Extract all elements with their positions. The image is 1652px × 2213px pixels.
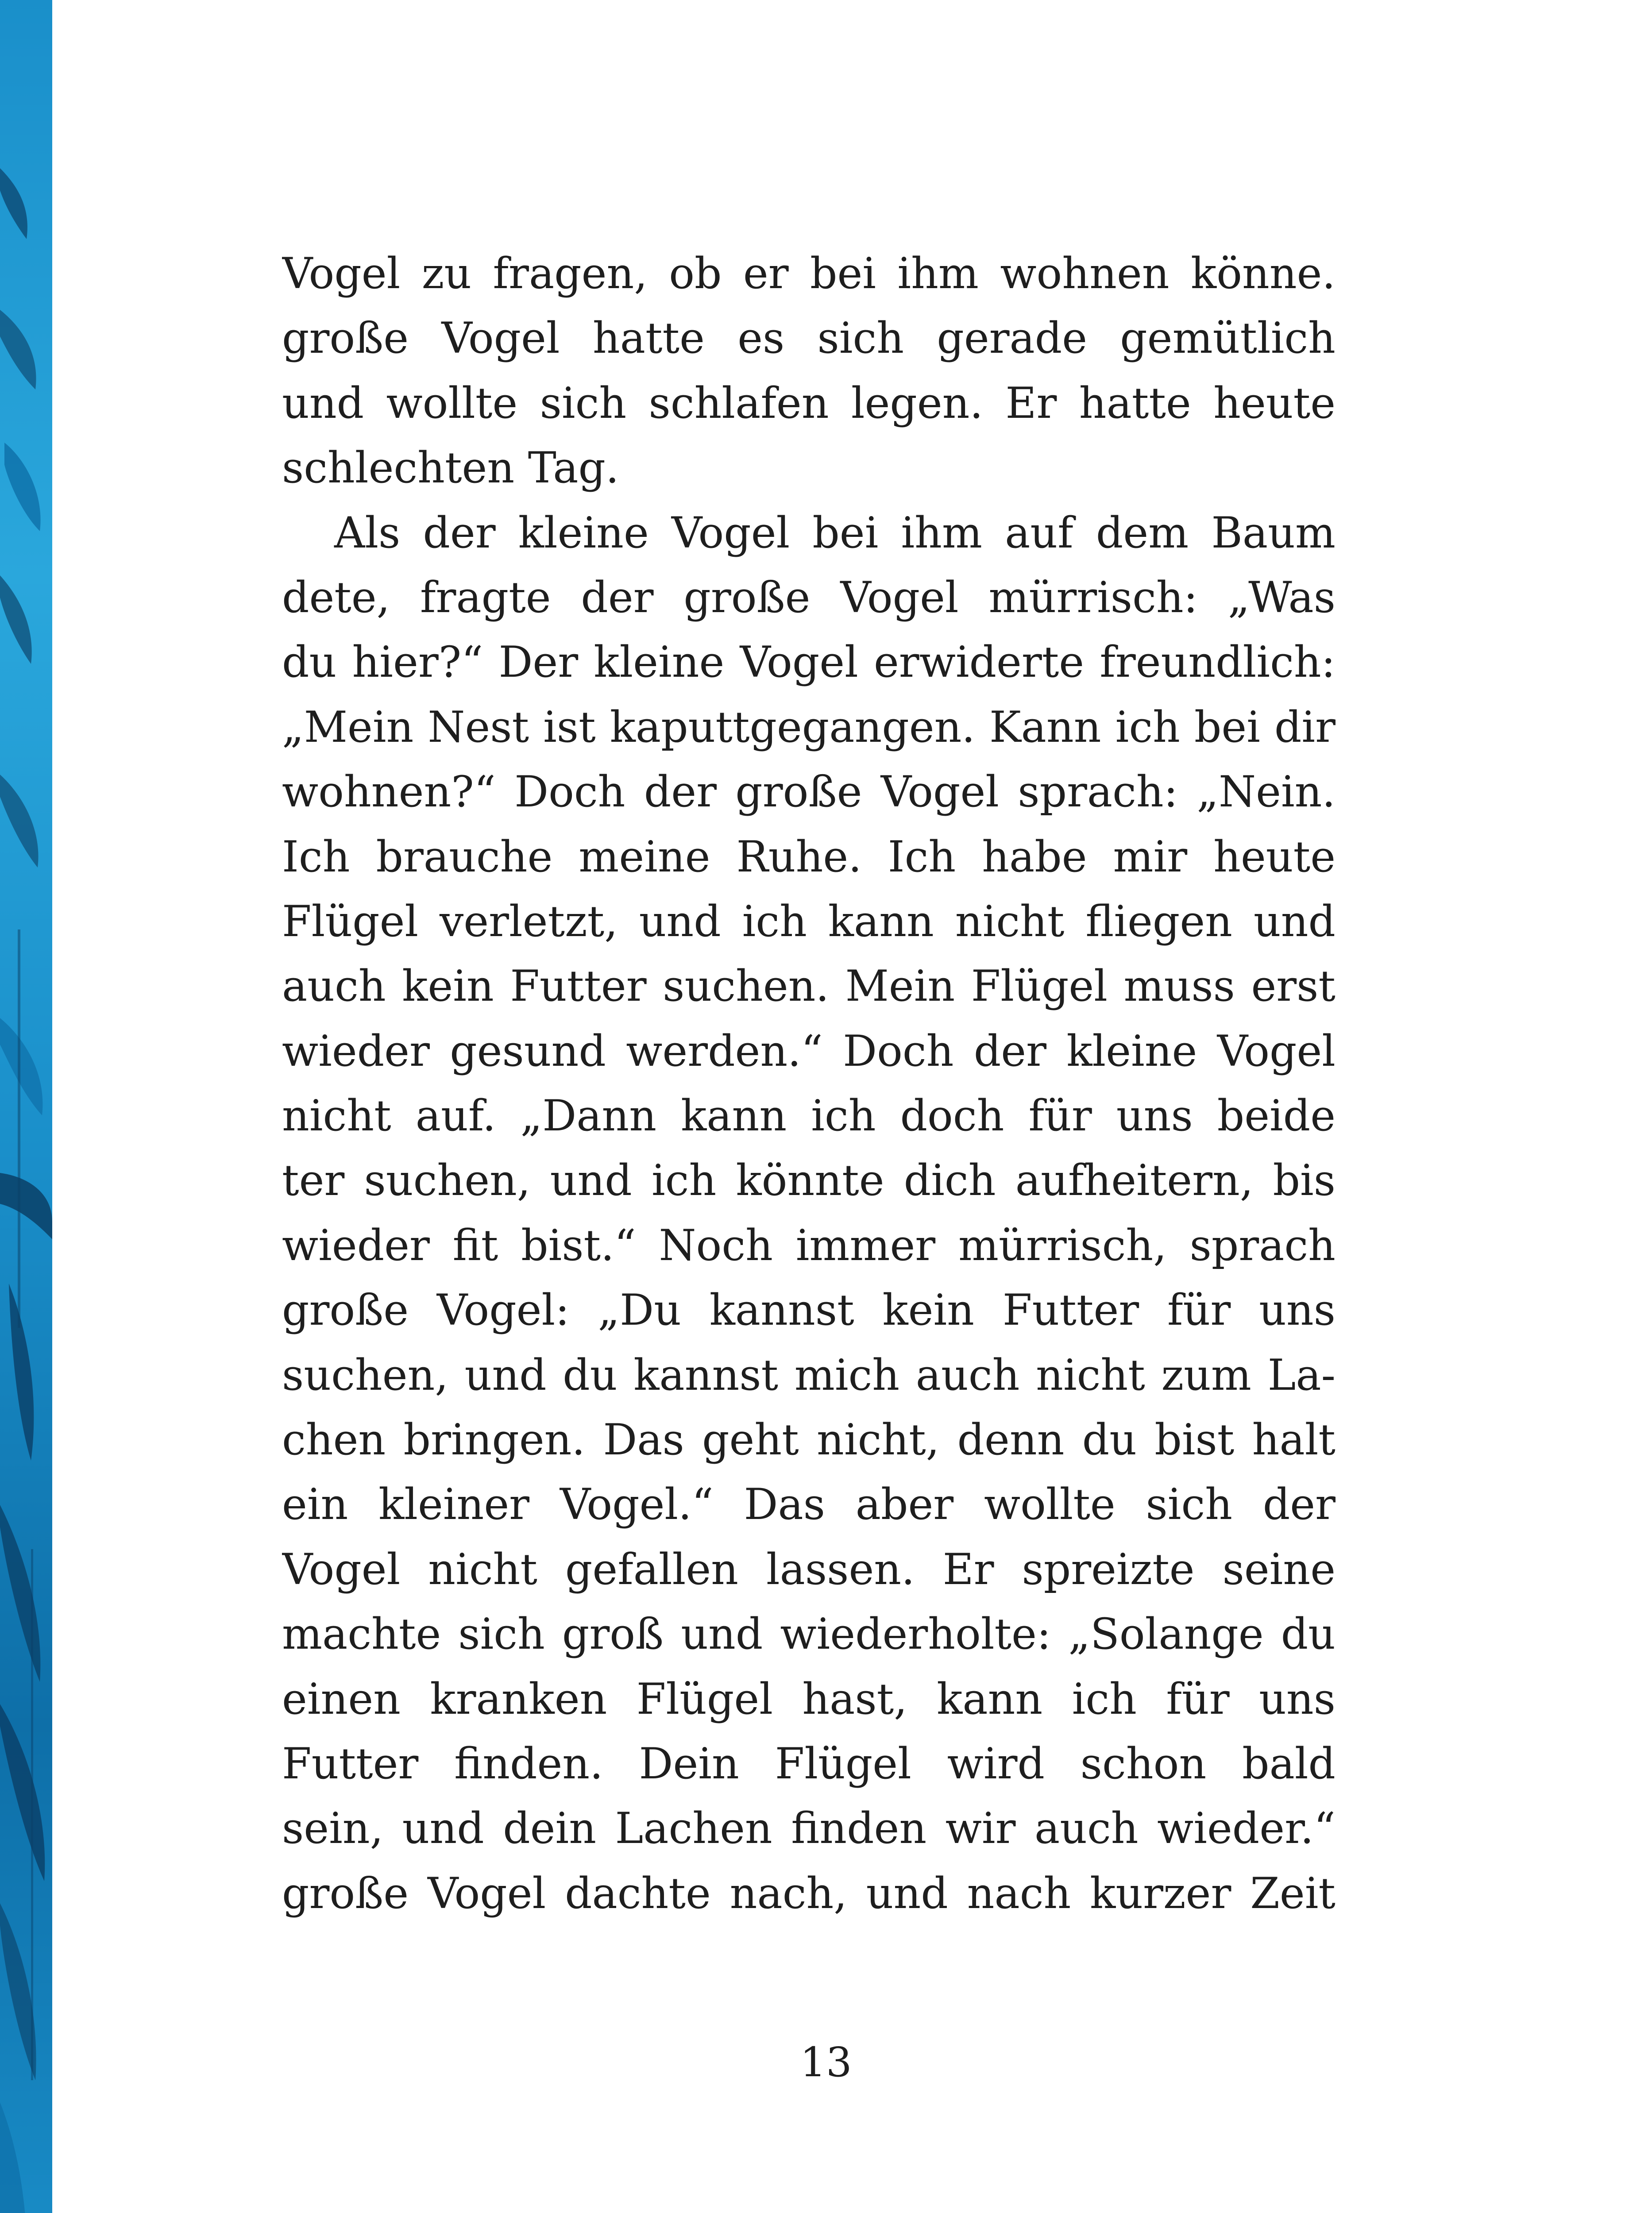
text-line: wieder fit bist.“ Noch immer mürrisch, sprach	[282, 1220, 1335, 1270]
edge-illustration-image	[0, 0, 52, 2213]
text-line: machte sich groß und wiederholte: „Solange du	[282, 1609, 1335, 1659]
text-line: „Mein Nest ist kaputtgegangen. Kann ich bei dir	[282, 702, 1335, 752]
text-line: Ich brauche meine Ruhe. Ich habe mir heute	[282, 832, 1335, 882]
text-line: chen bringen. Das geht nicht, denn du bist halt	[282, 1415, 1335, 1465]
text-line: Als der kleine Vogel bei ihm auf dem Baum	[334, 508, 1335, 558]
text-line: wieder gesund werden.“ Doch der kleine Vogel	[282, 1026, 1335, 1076]
text-line: dete, fragte der große Vogel mürrisch: „Was	[282, 572, 1335, 622]
text-line: wohnen?“ Doch der große Vogel sprach: „Nein.	[282, 767, 1335, 817]
text-line: und wollte sich schlafen legen. Er hatte heute	[282, 378, 1335, 428]
text-line: Vogel zu fragen, ob er bei ihm wohnen könne.	[282, 249, 1335, 298]
text-line: Vogel nicht gefallen lassen. Er spreizte seine	[282, 1544, 1335, 1594]
text-line: große Vogel: „Du kannst kein Futter für uns	[282, 1285, 1335, 1335]
blue-illustration-edge	[0, 0, 52, 2213]
text-line: große Vogel dachte nach, und nach kurzer Zeit	[282, 1868, 1335, 1918]
page-number: 13	[800, 2039, 852, 2086]
text-line: du hier?“ Der kleine Vogel erwiderte freundlich:	[282, 637, 1335, 687]
text-line: Flügel verletzt, und ich kann nicht fliegen und	[282, 896, 1335, 946]
text-line: suchen, und du kannst mich auch nicht zum La-	[282, 1350, 1335, 1400]
text-line: einen kranken Flügel hast, kann ich für uns	[282, 1674, 1335, 1724]
text-line: ein kleiner Vogel.“ Das aber wollte sich der	[282, 1480, 1335, 1530]
text-line: nicht auf. „Dann kann ich doch für uns beide	[282, 1091, 1335, 1141]
text-line: auch kein Futter suchen. Mein Flügel muss erst	[282, 961, 1335, 1011]
text-line: schlechten Tag.	[282, 443, 619, 493]
body-text	[282, 241, 1335, 1926]
text-line: sein, und dein Lachen finden wir auch wieder.“	[282, 1804, 1335, 1854]
text-line: Futter finden. Dein Flügel wird schon bald	[282, 1739, 1335, 1789]
text-line: große Vogel hatte es sich gerade gemütlich	[282, 313, 1335, 363]
text-line: ter suchen, und ich könnte dich aufheitern, bis	[282, 1156, 1335, 1206]
